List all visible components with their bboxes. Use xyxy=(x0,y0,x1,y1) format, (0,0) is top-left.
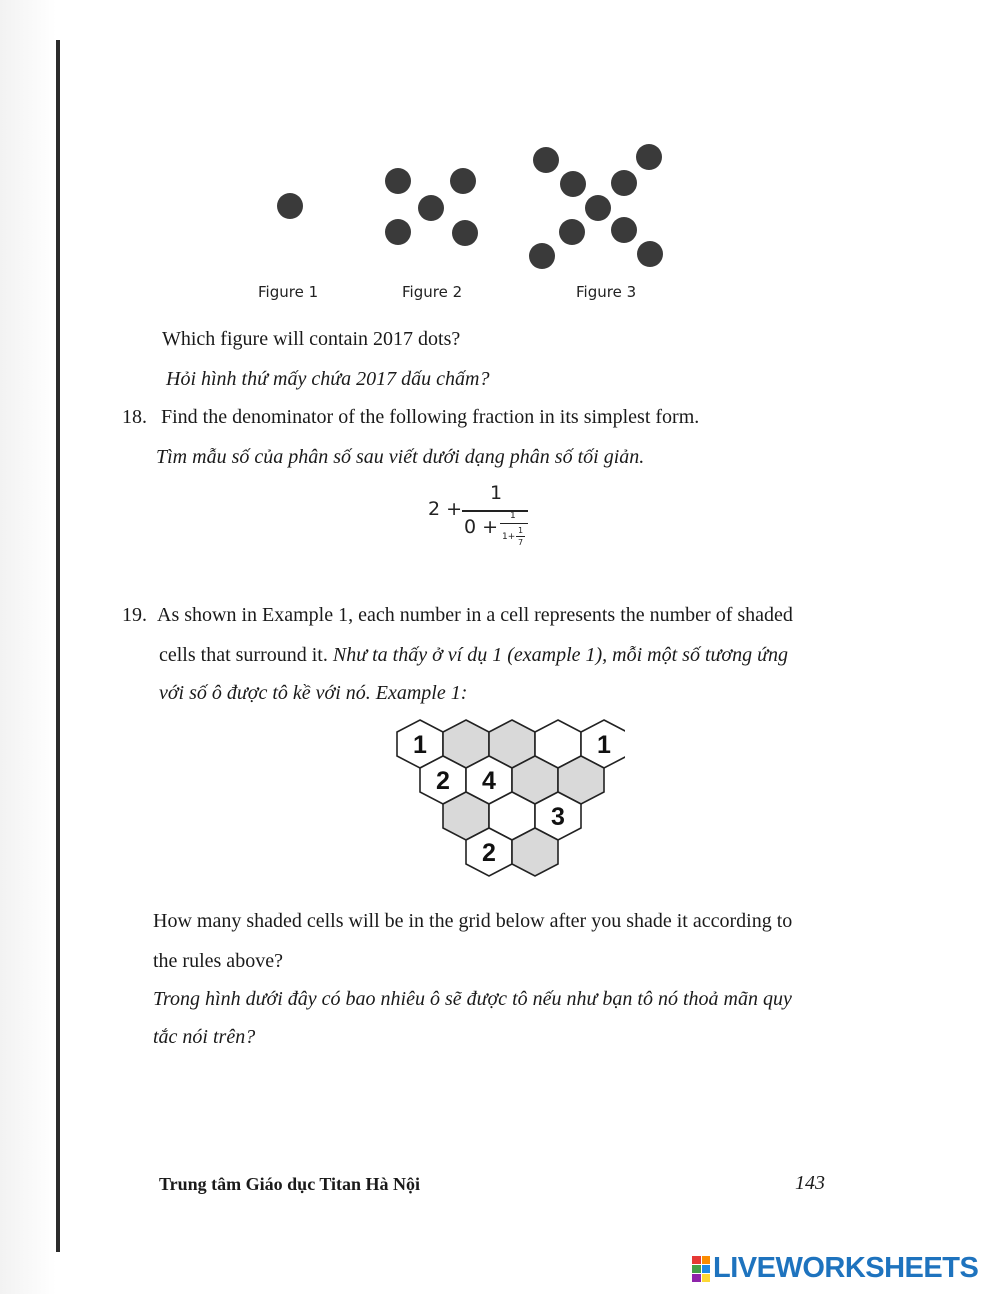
footer-page-number: 143 xyxy=(795,1172,825,1194)
frac-innermost-bar xyxy=(516,536,525,537)
hex-cell-number: 3 xyxy=(551,803,565,831)
q19-follow-en-2: the rules above? xyxy=(153,950,283,972)
liveworksheets-brand[interactable] xyxy=(692,1252,978,1285)
dot xyxy=(385,219,411,245)
hex-cell-number: 2 xyxy=(482,839,496,867)
hex-cell-number: 1 xyxy=(413,731,427,759)
frac-inner-lead: 1+ xyxy=(502,532,516,542)
liveworksheets-logo-icon xyxy=(692,1256,710,1282)
dot xyxy=(452,220,478,246)
figure-2-dots xyxy=(385,168,478,246)
q18-number: 18. xyxy=(122,406,147,428)
q19-follow-vi-2: tắc nói trên? xyxy=(153,1026,256,1048)
dot xyxy=(560,171,586,197)
dot-figures xyxy=(0,0,1000,290)
dot xyxy=(611,217,637,243)
q19-follow-vi-1: Trong hình dưới đây có bao nhiêu ô sẽ được tô nếu như bạn tô nó thoả mãn quy xyxy=(153,988,792,1010)
q19-line2 xyxy=(159,644,788,667)
frac-numerator: 1 xyxy=(490,482,503,504)
dot xyxy=(585,195,611,221)
q19-line3: với số ô được tô kề với nó. Example 1: xyxy=(159,682,468,704)
frac-inner-numerator: 1 xyxy=(510,511,516,521)
dot xyxy=(450,168,476,194)
frac-bar xyxy=(462,510,528,512)
q19-line1: As shown in Example 1, each number in a cell represents the number of shaded xyxy=(157,604,793,626)
hex-cell-number: 2 xyxy=(436,767,450,795)
figure-2-label: Figure 2 xyxy=(402,283,463,301)
figure-3-label: Figure 3 xyxy=(576,283,637,301)
dot xyxy=(636,144,662,170)
frac-inner-bar xyxy=(500,523,528,524)
dot xyxy=(529,243,555,269)
dot xyxy=(385,168,411,194)
frac-denom-lead: 0 + xyxy=(464,516,499,538)
figure-3-dots xyxy=(529,144,663,269)
q17-question-en: Which figure will contain 2017 dots? xyxy=(162,328,461,350)
q19-line2-vi: Như ta thấy ở ví dụ 1 (example 1), mỗi một số tương ứng xyxy=(332,644,788,666)
dot xyxy=(637,241,663,267)
hex-cell-number: 1 xyxy=(597,731,611,759)
q19-line2-en: cells that surround it. xyxy=(159,644,328,666)
example-1-hex-grid xyxy=(395,718,625,896)
figure-1-label: Figure 1 xyxy=(258,283,319,301)
hex-cell-number: 4 xyxy=(482,767,496,795)
frac-innermost-denominator: 7 xyxy=(518,538,524,547)
q19-follow-en-1: How many shaded cells will be in the grid below after you shade it according to xyxy=(153,910,793,932)
q18-question-vi: Tìm mẫu số của phân số sau viết dưới dạng phân số tối giản. xyxy=(156,446,645,468)
dot xyxy=(277,193,303,219)
frac-whole: 2 + xyxy=(428,498,463,520)
dot xyxy=(418,195,444,221)
frac-innermost-numerator: 1 xyxy=(518,526,524,535)
q17-question-vi: Hỏi hình thứ mấy chứa 2017 dấu chấm? xyxy=(166,368,490,390)
figure-1-dots xyxy=(277,193,303,219)
dot xyxy=(559,219,585,245)
liveworksheets-brand-name: LIVEWORKSHEETS xyxy=(713,1252,979,1284)
q19-number: 19. xyxy=(122,604,147,626)
dot xyxy=(611,170,637,196)
q18-question-en: Find the denominator of the following fraction in its simplest form. xyxy=(161,406,700,428)
dot xyxy=(533,147,559,173)
footer-center-name: Trung tâm Giáo dục Titan Hà Nội xyxy=(159,1174,421,1194)
